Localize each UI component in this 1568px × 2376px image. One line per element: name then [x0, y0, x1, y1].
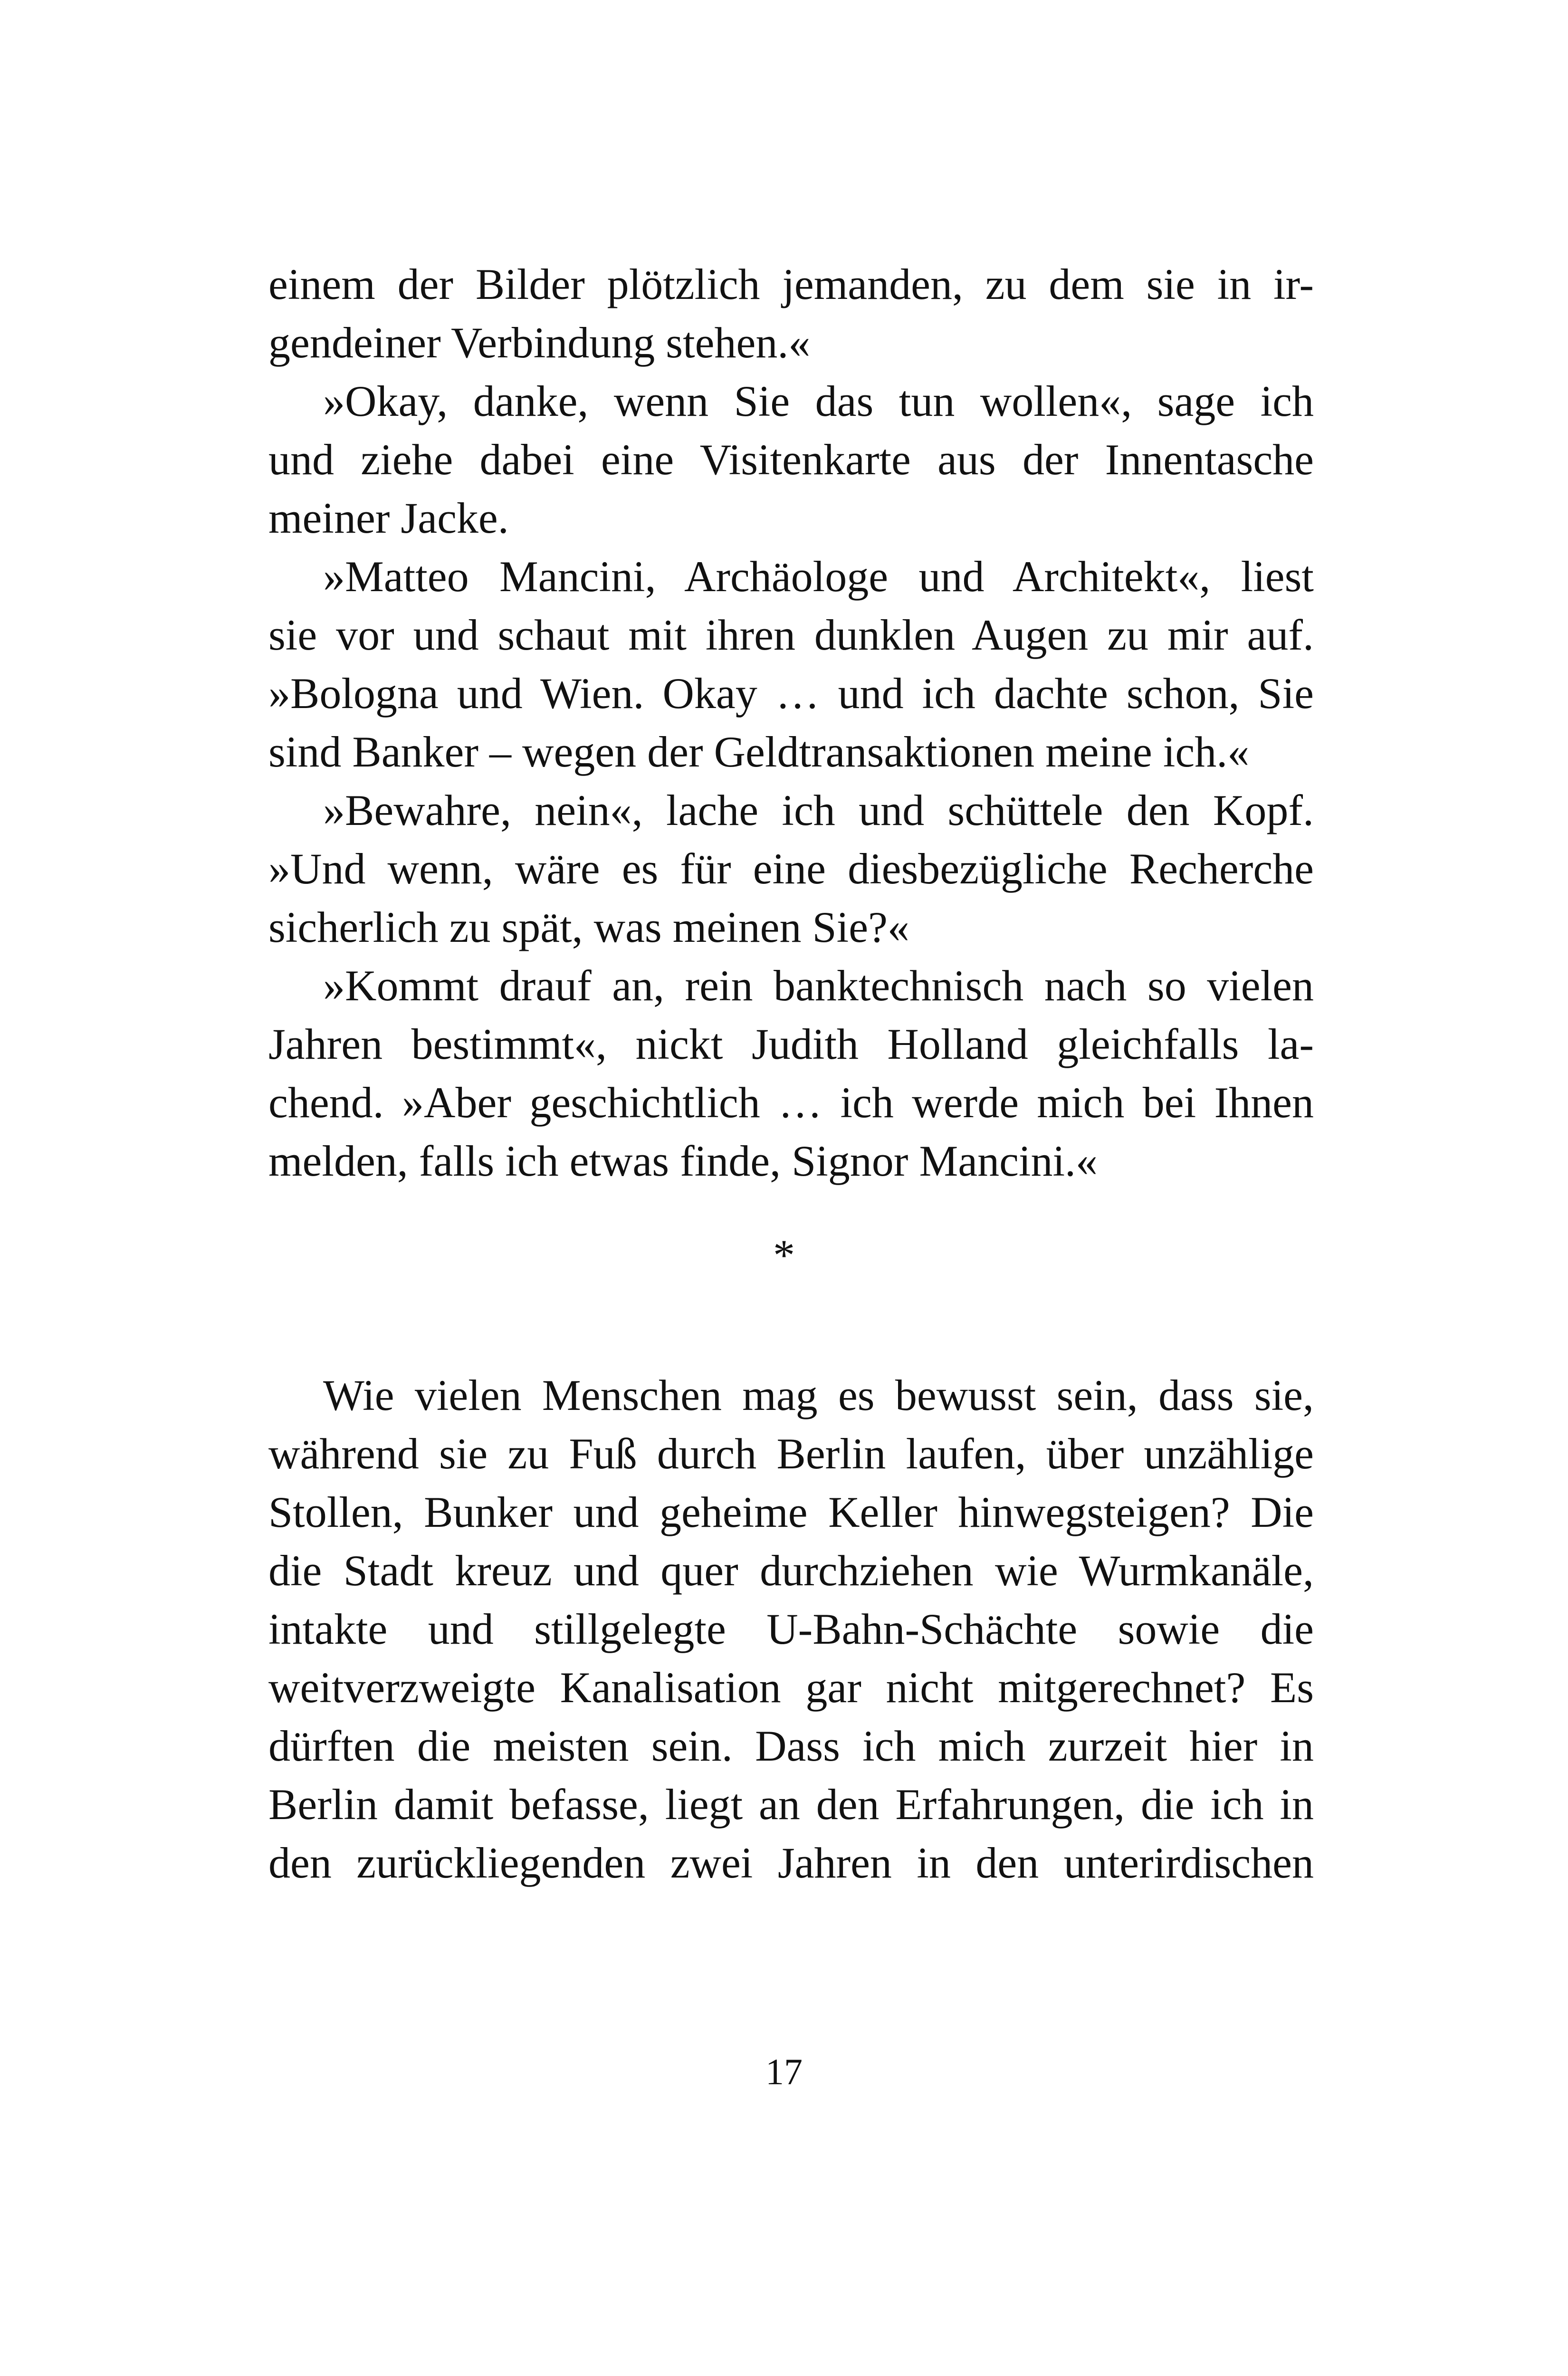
text-line: und ziehe dabei eine Visitenkarte aus der Innentasche — [268, 435, 1314, 484]
text-line: sie vor und schaut mit ihren dunklen Augen zu mir auf. — [268, 611, 1314, 659]
text-line: »Matteo Mancini, Archäologe und Architekt«, liest — [323, 552, 1314, 601]
text-line: »Bologna und Wien. Okay … und ich dachte schon, Sie — [268, 669, 1314, 718]
text-line: meiner Jacke. — [268, 494, 509, 542]
section-separator: * — [773, 1231, 795, 1279]
text-line: Wie vielen Menschen mag es bewusst sein, dass sie, — [323, 1371, 1314, 1419]
text-line: einem der Bilder plötzlich jemanden, zu dem sie in ir- — [268, 260, 1314, 308]
text-line: Stollen, Bunker und geheime Keller hinwegsteigen? Die — [268, 1488, 1314, 1536]
text-line: dürften die meisten sein. Dass ich mich zurzeit hier in — [268, 1722, 1314, 1770]
text-line: Jahren bestimmt«, nickt Judith Holland gleichfalls la- — [268, 1020, 1314, 1068]
text-line: »Kommt drauf an, rein banktechnisch nach so vielen — [323, 961, 1314, 1010]
text-line: intakte und stillgelegte U-Bahn-Schächte sowie die — [268, 1605, 1314, 1653]
text-line: »Bewahre, nein«, lache ich und schüttele den Kopf. — [323, 786, 1314, 834]
text-line: chend. »Aber geschichtlich … ich werde mich bei Ihnen — [268, 1078, 1314, 1127]
body-text-section-2 — [268, 1366, 1314, 1892]
text-line: »Und wenn, wäre es für eine diesbezügliche Recherche — [268, 844, 1314, 893]
body-text-section-1 — [268, 255, 1314, 1190]
text-line: gendeiner Verbindung stehen.« — [268, 318, 811, 367]
text-line: weitverzweigte Kanalisation gar nicht mitgerechnet? Es — [268, 1663, 1314, 1712]
text-line: Berlin damit befasse, liegt an den Erfahrungen, die ich in — [268, 1780, 1314, 1829]
text-line: während sie zu Fuß durch Berlin laufen, über unzählige — [268, 1429, 1314, 1478]
text-line: den zurückliegenden zwei Jahren in den unterirdischen — [268, 1839, 1314, 1887]
text-line: sicherlich zu spät, was meinen Sie?« — [268, 903, 909, 951]
page-number: 17 — [765, 2051, 803, 2092]
text-line: die Stadt kreuz und quer durchziehen wie Wurmkanäle, — [268, 1546, 1314, 1595]
text-line: melden, falls ich etwas finde, Signor Mancini.« — [268, 1137, 1098, 1185]
text-line: »Okay, danke, wenn Sie das tun wollen«, sage ich — [323, 377, 1314, 425]
text-line: sind Banker – wegen der Geldtransaktionen meine ich.« — [268, 728, 1250, 776]
